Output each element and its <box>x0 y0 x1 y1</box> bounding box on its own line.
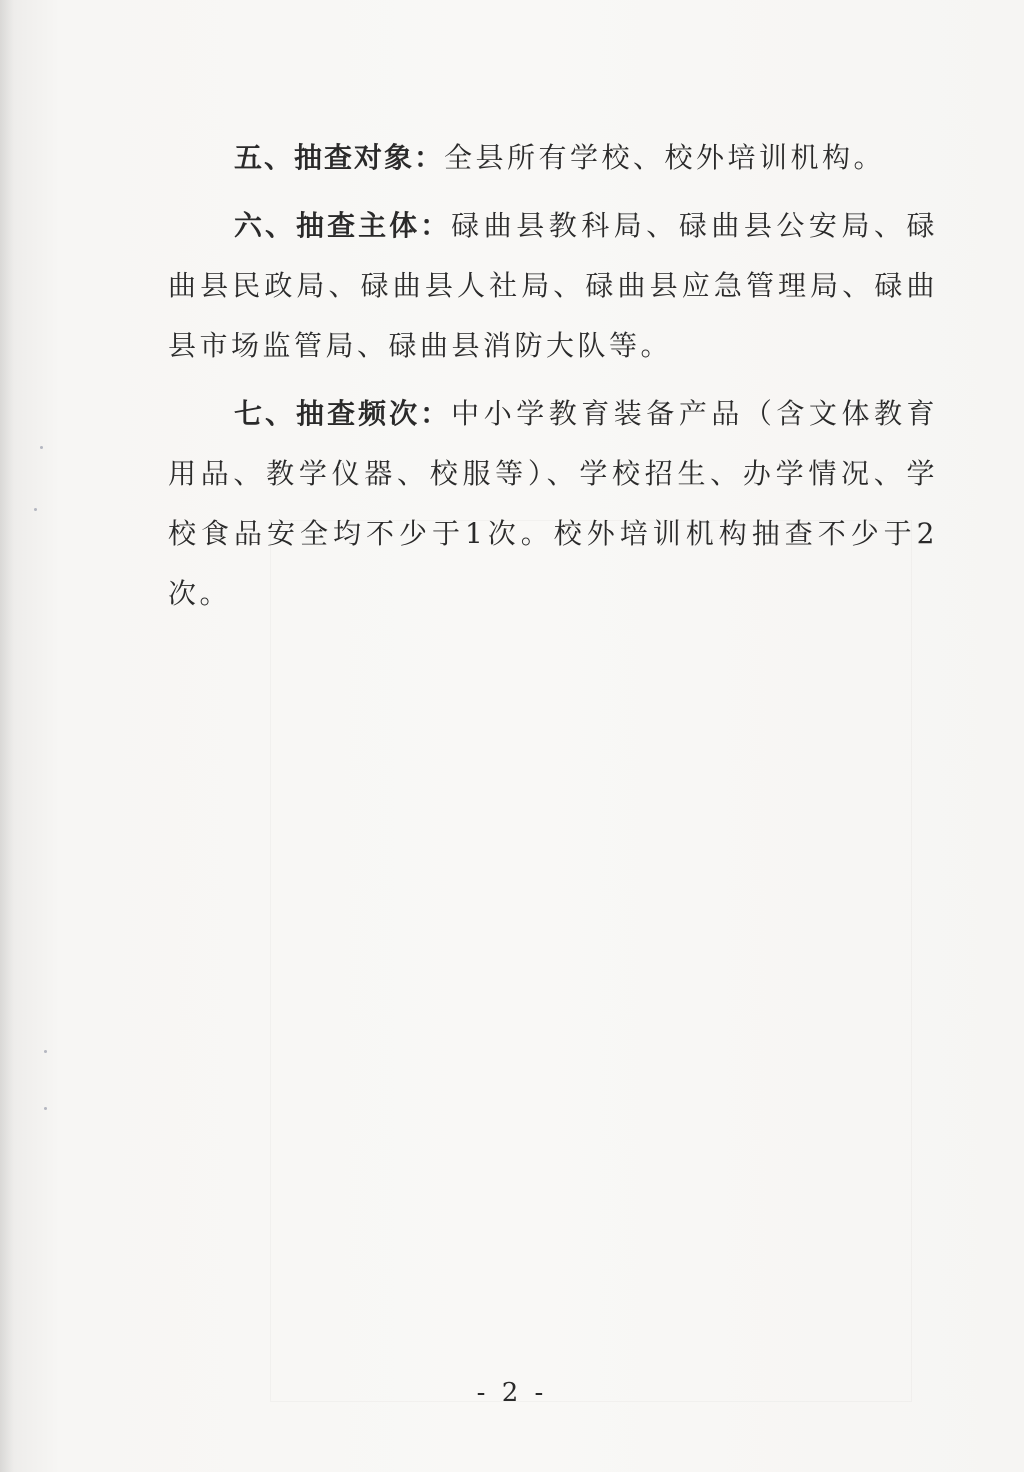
document-body <box>168 128 938 632</box>
scan-speck <box>44 1050 47 1053</box>
page-number: - 2 - <box>476 1378 548 1408</box>
section-text: 碌曲县教科局、碌曲县公安局、碌曲县民政局、碌曲县人社局、碌曲县应急管理局、碌曲县市场监管局、碌曲县消防大队等。 <box>168 209 938 362</box>
scan-speck <box>34 508 37 511</box>
scan-speck <box>40 446 43 449</box>
section-heading: 七、抽查频次： <box>234 397 452 430</box>
section-text: 全县所有学校、校外培训机构。 <box>444 141 886 174</box>
scan-speck <box>44 1107 47 1110</box>
show-through-table-shadow <box>270 520 912 1402</box>
section-heading: 五、抽查对象： <box>234 141 445 174</box>
section-inspection-frequency <box>168 384 938 624</box>
section-heading: 六、抽查主体： <box>234 209 452 242</box>
section-inspection-subjects <box>168 196 938 376</box>
section-inspection-targets <box>168 128 938 188</box>
section-text: 中小学教育装备产品（含文体教育用品、教学仪器、校服等）、学校招生、办学情况、学校食品安全均不少于1次。校外培训机构抽查不少于2次。 <box>168 397 938 610</box>
